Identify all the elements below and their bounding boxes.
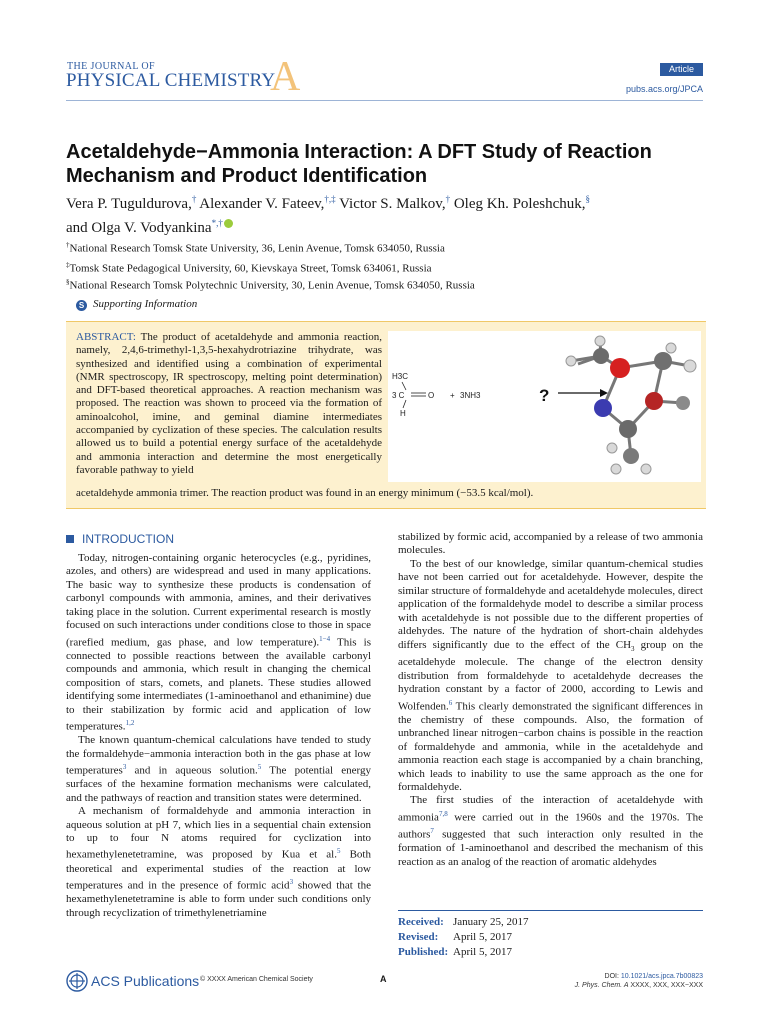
author-name[interactable]: Oleg Kh. Poleshchuk, [450,196,586,212]
section-heading [66,532,174,546]
methyl-label: H3C [392,372,409,381]
author-name[interactable]: Victor S. Malkov, [335,196,446,212]
revised-label: Revised: [398,931,439,943]
copyright-notice: © XXXX American Chemical Society [200,976,313,983]
citation-link[interactable]: 7,8 [438,809,448,818]
author-name[interactable]: Alexander V. Fateev, [196,196,325,212]
affiliation-mark: ‡ [66,261,70,269]
paper-title: Acetaldehyde−Ammonia Interaction: A DFT Study of Reaction Mechanism and Product Identification [66,141,652,187]
supporting-information-link[interactable] [76,298,197,311]
journal-url-link[interactable]: pubs.acs.org/JPCA [625,84,703,94]
hydrogen-label: H [400,409,406,418]
doi-link[interactable]: 10.1021/acs.jpca.7b00823 [620,973,703,980]
page-number: A [380,974,387,984]
affiliation [66,275,706,293]
citation-link[interactable]: 5 [336,847,341,856]
right-column [398,531,703,869]
citation-link[interactable]: 3 [289,878,294,887]
doi-citation: DOI: 10.1021/acs.jpca.7b00823 J. Phys. Chem. A XXXX, XXX, XXX−XXX [574,973,703,989]
affiliation-text: National Research Tomsk State University, 36, Lenin Avenue, Tomsk 634050, Russia [69,242,445,255]
author-affiliation-mark: § [585,194,590,204]
ammonia-label: 3NH3 [460,391,481,400]
received-label: Received: [398,916,444,928]
toc-graphic [388,331,701,482]
paragraph: stabilized by formic acid, accompanied by a release of two ammonia molecules. [398,531,703,557]
section-marker-icon [66,535,74,543]
journal-name-small: THE JOURNAL OF [67,61,156,72]
abstract-conclusion: acetaldehyde ammonia trimer. The reaction product was found in an energy minimum (−53.5 kcal/mol). [76,487,534,499]
dates-divider [398,910,703,911]
supporting-info-label: Supporting Information [93,298,198,310]
header-divider [66,100,703,101]
carbon-label: 3 C [392,391,405,400]
paragraph: To the best of our knowledge, similar quantum-chemical studies have not been carried out for acetaldehyde. However, despite the similar structure of formaldehyde and acetaldehyde molecules, direct application of the formaldehyde model to describe a similar process with acetaldehyde is not possible due to the different properties of aldehydes. The nature of the hydration of short-chain aldehydes differs significantly due to the effect of the $CH_3$ group on the acetaldehyde molecule. The change of the electron density distribution from formaldehyde to acetaldehyde decreases the hydration constant by a factor of 2000, according to Lewis and Wolfenden.$^6$ This clearly demonstrated the significant differences in the chemistry of these compounds. Also, the formation of unbranched linear nitrogen−carbon chains is possible in the reaction of formaldehyde and ammonia, while in the acetaldehyde and ammonia reaction each stage is accompanied by a chain branching, which leads to inability to use the same approach as the one for formaldehyde. [398,557,704,793]
author-affiliation-mark: † [191,194,197,204]
paragraph: A mechanism of formaldehyde and ammonia interaction in aqueous solution at pH 7, which lies in a sequential chain extension to up to four N atoms required for cyclization into hexamethylenetetramine, was proposed by Kua et al.$^5$ Both theoretical and experimental studies of the reaction at low temperatures and in the presence of formic acid$^3$ showed that the hexamethylenetetramine is able to form under such conditions only through recyclization of trimethylenetriamine [66,805,371,919]
journal-letter-logo: A [270,54,301,100]
publication-dates [398,915,528,960]
received-date: January 25, 2017 [453,916,529,928]
affiliation [66,258,706,276]
published-date: April 5, 2017 [453,946,512,958]
article-type-badge: Article [660,63,703,76]
citation-link[interactable]: 1−4 [319,634,331,643]
affiliation-text: Tomsk State Pedagogical University, 60, Kievskaya Street, Tomsk 634061, Russia [69,262,432,275]
abstract-body: The product of acetaldehyde and ammonia reaction, namely, 2,4,6-trimethyl-1,3,5-hexahydrotriazine trihydrate, was synthesized and identified using a combination of experimental (NMR spectroscopy, IR spectroscopy, melting point determination) and DFT-based theoretical approaches. A reaction mechanism was proposed. The reaction was shown to proceed via the formation of aminoalcohol, imine, and geminal diamine intermediates accompanied by cyclization of these species. The calculation results allowed us to build a potential energy surface of the acetaldehyde and ammonia interaction and determine the most energetically favorable pathway to yield [76,331,382,476]
molecule-atoms [566,336,696,474]
paragraph: Today, nitrogen-containing organic heterocycles (e.g., pyridines, azoles, and others) are widespread and used in many applications. The basic way to synthesize these products is condensation of carbonyl compounds with ammonia, amines, and their derivatives taking place in the solution. Current experimental research is mostly focused on such interactions under conditions close to those in space (rarefied medium, gas phase, and low temperature).$^{1-4}$ This is connected to possible reactions between the available carbonyl compounds and ammonia, which result in changing the chemical composition of stars, comets, and planets. These studies allowed identifying some intermediates (1-aminoethanol and ethanimine) due to their stabilization by formic acid and application of low temperatures.$^{1,2}$ [66,552,371,733]
plus-sign: + [450,391,455,400]
author-name[interactable]: and Olga V. Vodyankina [66,220,212,236]
author-list [66,190,706,238]
affiliation [66,238,706,256]
revised-date: April 5, 2017 [453,931,512,943]
citation-link[interactable]: 7 [430,827,434,836]
affiliation-mark: † [66,241,70,249]
citation-link[interactable]: 5 [257,763,262,772]
abstract-label: ABSTRACT: [76,331,136,343]
author-name[interactable]: Vera P. Tuguldurova, [66,196,192,212]
citation-link[interactable]: 6 [448,698,453,707]
author-affiliation-mark: †,‡ [324,194,336,204]
abstract-text [76,331,382,477]
paragraph: The first studies of the interaction of acetaldehyde with ammonia$^{7,8}$ were carried out in the 1960s and the 1970s. The authors$^7$ suggested that such interaction only resulted in the formation of 1-aminoethanol and described the mechanism of this reaction as an analog of the reaction of aromatic aldehydes [398,794,703,868]
published-label: Published: [398,946,449,958]
oxygen-label: O [428,391,435,400]
reaction-scheme-figure [388,331,701,482]
molecule-bonds [571,341,690,456]
affiliation-mark: § [66,278,70,286]
citation-link[interactable]: 3 [122,763,127,772]
acs-logo-icon [66,970,88,997]
section-heading-text: INTRODUCTION [82,532,174,546]
supporting-info-icon: S [76,300,87,311]
unknown-product-mark: ? [539,386,550,405]
left-column [66,552,371,920]
author-affiliation-mark: † [445,194,451,204]
citation-link[interactable]: 1,2 [125,719,135,728]
journal-name: PHYSICAL CHEMISTRY [66,70,276,91]
author-affiliation-mark: *,† [211,218,223,228]
orcid-icon[interactable] [224,219,233,228]
paragraph: The known quantum-chemical calculations have tended to study the formaldehyde−ammonia interaction both in the gas phase at low temperatures$^3$ and in aqueous solution.$^5$ The potential energy surfaces of the hexamine formation mechanisms were calculated, and the pathways of reaction and transition states were determined. [66,734,372,804]
publisher-name: ACS Publications [91,973,200,989]
affiliation-text: National Research Tomsk Polytechnic University, 30, Lenin Avenue, Tomsk 634050, Russia [69,279,475,292]
